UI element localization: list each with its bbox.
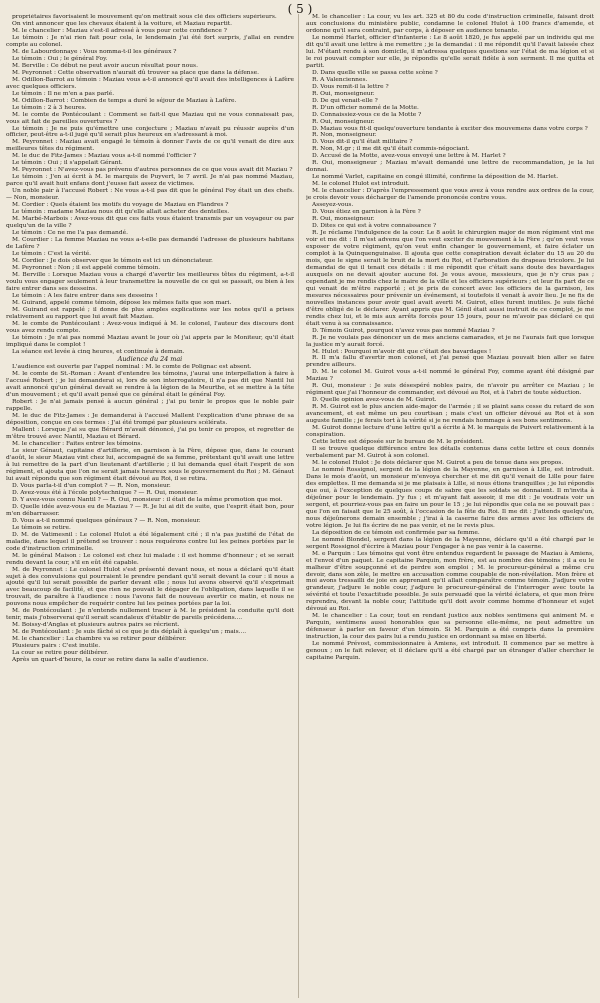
paragraph: Le témoin se retire. [12,524,71,531]
paragraph: propriétaires favorisaient le mouvement qu'on mettrait sous clé des officiers supérieurs. [12,14,277,20]
paragraph: Cette lettre est déposée sur le bureau de M. le président. [312,439,484,446]
paragraph: Asseyez-vous. [312,202,354,209]
paragraph: D. M. le colonel M. Guirot vous a-t-il nommé le général Foy, comme ayant été désigné par Maziau ? [306,369,594,383]
paragraph: M. le chancelier : La cour, vu les art. 325 et 80 du code d'instruction criminelle, faisant droit aux conclusions du ministère public, condamne le colonel Hulot à 100 francs d'amende, et ordonne qu'il sera contraint, par corps, à déposer en audience tenante. [306,14,594,34]
paragraph: Le témoin : 2 à 3 heures. [12,104,87,111]
paragraph: D. Dites ce qui est à votre connaissance ? [312,223,437,230]
paragraph: M. Guirand, appelé comme témoin, dépose les mêmes faits que son mari. [12,299,232,306]
paragraph: R. Oui, monseigneur ; Maziau m'avait demandé une lettre de recommandation, je la lui donnai. [306,160,594,174]
paragraph: M. le duc de Fitz-James : Je demanderai à l'accusé Mallent l'explication d'une phrase de sa déposition, conçue en ces termes : J'ai été trompé par plusieurs scélérats. [6,413,294,427]
paragraph: D. Vous a-t-il nommé quelques généraux ? — R. Non, monsieur. [12,517,201,524]
paragraph: M. le chancelier : Maziau s'est-il adressé à vous pour cette confidence ? [12,27,227,34]
paragraph: D. Connaissiez-vous ce de la Motte ? [312,111,422,118]
paragraph: Le témoin : Oui ; il s'appelait Gérant. [12,160,123,167]
paragraph: Le nommé Harlet, officier d'infanterie : Le 8 août 1820, je fus appelé par un individu qui me dit qu'il avait une lettre à me remettre ; je la demandai : il me répondit qu'il l'avait laissée chez lui. M'étant rendu à son domicile, il m'adressa quelques questions sur l'état de ma légion et si le roi pouvait compter sur elle, je répondis qu'elle serait fidèle à son serment. Il me quitta et partit. [306,34,594,69]
paragraph: Le témoin : J'en ai écrit à M. le marquis de Puyvert, le 7 avril. Je n'ai pas nommé Maziau, parce qu'il avait huit enfans dont j'eusse fait assez de victimes. [6,174,294,188]
paragraph: Le témoin : Il ne m'en a pas parlé. [12,90,115,97]
paragraph: M. Marbé-Marbois : Avez-vous dit que ces faits vous étaient transmis par un voyageur ou par quelqu'un de la ville ? [6,216,294,230]
paragraph: R. Oui, monseigneur. [312,216,375,223]
paragraph: M. Odillon-Barrot au témoin : Maziau vous a-t-il annoncé qu'il avait des intelligences à Lafère avec quelques officiers. [6,76,294,90]
paragraph: Un noble pair à l'accusé Robert : Ne vous a-t-il pas dit que le général Foy était un des chefs. — Non, monsieur. [6,188,294,202]
paragraph: D. Quelle opinion avez-vous de M. Guirot. [312,397,437,404]
column-divider [298,14,299,998]
paragraph: M. Peyronnet : Non ; il est appelé comme témoin. [12,264,161,271]
paragraph: M. le chancelier : La cour, tout en rendant justice aux nobles sentimens qui animent M. e Parquin, sentimens aussi honorables que sa personne elle-même, ne peut admettre un défenseur à parler en faveur d'un témoin. Si M. Parquin a été compris dans la première instruction, la cour des pairs lui a rendu justice en ordonnant sa mise en liberté. [306,613,594,641]
paragraph: Le témoin : A les faire entrer dans ses desseins ! [12,292,158,299]
paragraph: D. Dans quelle ville se passa cette scène ? [312,69,438,76]
paragraph: Le témoin : Je n'ai pas nommé Maziau avant le jour où j'ai appris par le Moniteur, qu'il était impliqué dans le complot ! [6,334,294,348]
paragraph: R. Je ne voulais pas dénoncer un de mes anciens camarades, et je ne l'aurais fait que lorsque la justice m'y aurait forcé. [306,334,594,348]
paragraph: R. Non, M.gr ; il me dit qu'il était commis-négociant. [312,146,470,153]
paragraph: M. le colonel Hulot : Je dois déclarer que M. Guirot a peu de tenue dans ses propos. [312,460,564,466]
paragraph: Le témoin : madame Maziau nous dit qu'elle allait acheter des dentelles. [12,209,230,216]
paragraph: M. Boissy-d'Anglas et plusieurs autres pairs se récrient. [12,622,180,629]
paragraph: D. Accusé de la Motte, avez-vous envoyé une lettre à M. Harlet ? [312,153,506,160]
paragraph: M. e Parquin : Les témoins qui vont être entendus regardent le passage de Maziau à Amiens, et l'envoi d'un paquet. Le capitaine Parquin, mon frère, est au nombre des témoins ; il a eu le malheur d'être soupçonné et de perdre son emploi ; M. le procureur-général a même cru devoir, dans son zèle, le mettre en accusation comme coupable de non-révélation. Mon frère et moi avons tressailli de joie en apprenant qu'il allait comparaître comme témoin. J'adjure votre grandeur, j'adjure le noble cour, j'adjure le procureur-général de l'interroger avec toute la sévérité et toute l'exactitude possible. Je suis persuadé que la vérité éclatera, et que mon frère reprendra, devant la noble cour, l'attitude qu'il doit avoir comme homme d'honneur et sujet dévoué au Roi. [306,550,594,613]
paragraph: M. Guirot donne lecture d'une lettre qu'il a écrite à M. le marquis de Puivert relativement à la conspiration. [306,425,594,439]
paragraph: R. Je réclame l'indulgence de la cour. Le 8 août le chirurgien major de mon régiment vint me voir et me dit : Il m'est advenu que l'on veut exciter du mouvement à la Fère ; qu'on veut vous exposer de votre régiment, qu'on veut enfin changer le gouvernement, et faire éclater un complot à la Quinquenguinaise. Il ajouta que cette conspiration devait éclater du 15 au 20 du mois, que le signe serait le bruit de la mort du Roi, et l'arboration du drapeau tricolore. Je lui demandai de qui il tenait ces détails : il me répondit que c'était sans doute des bavardages auxquels on ne devait ajouter aucune foi. Je vous avoue, messieurs, que je n'y crus pas ; cependant je me rendis chez le maire de la ville et les officiers supérieurs ; et leur fis part de ce qui venait de m'être rapporté ; et je pris de concert avec les officiers de la garnison, les mesures nécessaires pour prévenir un événement, si toutefois il venait à avoir lieu. Je ne fis de nouvelles instances pour avoir quel avait averti M. Guirot, elles furent inutiles. Je suis fâché d'être obligé de le déclarer. Ayant appris que M. Génil était aussi instruit de ce complot, je me rendis chez lui, et le mis aux arrêts forcés pour 15 jours, pour ne m'avoir pas déclaré ce qui était venu à sa connaissance. [306,230,594,327]
paragraph: D. Vous remit-il la lettre ? [312,83,389,90]
paragraph: Le témoin : C'est la vérité. [12,250,92,257]
paragraph: D. Avez-vous été à l'école polytechnique ? — R. Oui, monsieur. [12,489,198,496]
paragraph: R. Oui, monseigneur. [312,118,375,125]
paragraph: M. Hulot : Pourquoi m'avoir dit que c'était des bavardages ! [312,348,492,355]
paragraph: D. Y avez-vous connu Nantil ? — R. Oui, monsieur : il était de la même promotion que moi. [12,496,283,503]
section-heading: Audience du 24 mai [117,355,183,364]
paragraph: R. Oui, monsieur : Je suis désespéré nobles pairs, de n'avoir pu arrêter ce Maziau ; le régiment que j'ai l'honneur de commander, est dévoué au Roi, et à l'abri de toute séduction. [306,383,594,397]
paragraph: M. de Labourdonnaye : Vous nomma-t-il les généraux ? [12,48,177,55]
paragraph: R. Oui, monseigneur. [312,90,375,97]
paragraph: Le témoin : Je n'ai rien fait pour cela, le lendemain j'ai été fort surpris, j'allai en rendre compte au colonel. [6,34,294,48]
paragraph: Le témoin : Oui ; le général Foy. [12,55,108,62]
paragraph: M. Guirand est rappelé ; il donne de plus amples explications sur les notes qu'il a prises relativement au rapport que lui avait fait Maziau. [6,306,294,320]
paragraph: M. le chancelier : La chambre va se retirer pour délibérer. [12,636,187,643]
paragraph: R. Non, monseigneur. [312,132,377,139]
left-column [6,14,294,998]
paragraph: M. Cordier : Quels étaient les motifs du voyage de Maziau en Flandres ? [12,202,229,209]
paragraph: L'audience est ouverte par l'appel nominal : M. le comte de Polignac est absent. [12,364,252,371]
paragraph: D. Témoin Guirot, pourquoi n'avez vous pas nommé Maziau ? [312,327,495,334]
paragraph: D. Vous étiez en garnison à la Fère ? [312,209,421,216]
paragraph: Le nommé Blondel, sergent dans la légion de la Mayenne, déclare qu'il a été chargé par le sergent Rossignol d'écrire à Maziau pour l'engager à ne pas venir à la caserne. [306,536,594,550]
paragraph: M. de Pontécoulant : Je n'entends nullement tracer à M. le président la conduite qu'il doit tenir, mais j'observerai qu'il serait scandaleux d'établir de pareils précédens.... [6,608,294,622]
paragraph: M. le colonel Hulot est introduit. [312,181,410,188]
paragraph: Il se trouve quelque différence entre les détails contenus dans cette lettre et ceux donnés verbalement par M. Guirot à son colonel. [306,446,594,460]
paragraph: Le sieur Génaut, capitaine d'artillerie, en garnison à la Fère, dépose que, dans le courant d'août, le sieur Maziau vint chez lui, accompagné de sa femme, prétextant qu'il avait une lettre à lui remettre de la part d'un lieutenant d'artillerie ; il lui demanda quel était l'esprit de son régiment, et ajouta que l'on ne serait jamais heureux sous le gouvernement du Roi ; M. Génaut lui avait répondu que son régiment était dévoué au Roi, il se retira. [6,448,294,482]
paragraph: Après un quart-d'heure, la cour se retire dans la salle d'audience. [12,657,209,664]
paragraph: Mallent : Lorsque j'ai su que Bérard m'avait dénoncé, j'ai pu tenir ce propos, et regretter de m'être trouvé avec Nantil, Maziau et Bérard. [6,427,294,441]
paragraph: M. le duc de Fitz-James : Maziau vous a-t-il nommé l'officier ? [12,153,197,160]
paragraph: Le témoin : Je ne puis qu'émettre une conjecture ; Maziau n'avait pu réussir auprès d'un officier, peut-être a-t-il jugé qu'il serait plus heureux en s'adressant à moi. [6,125,294,139]
paragraph: M. le général Maison : Le colonel est chez lui malade : il est homme d'honneur ; et se serait rendu devant la cour, s'il en eût été capable. [6,552,294,566]
paragraph: Le nommé Rossignol, sergent de la légion de la Mayenne, en garnison à Lille, est introduit. Dans le mois d'août, un monsieur m'envoya chercher et me dit qu'il venait de Lille pour faire des emplettes. Il me demanda si je me plaisais à Lille, si nous étions tranquilles ; je lui répondis que oui, à l'exception de quelques coups de sabre que les soldats se donnaient. Il m'invita à déjeûner pour le lendemain. J'y fus ; et m'ayant fait asseoir, il me dit : Je voudrais voir un sergent, et pourriez-vous pas en faire un pour le 15 ; je lui répondis que cela ne se pouvait pas : que l'on en faisait que le 25 août, à l'occasion de la fête du Roi. Il me dit : J'attends quelqu'un, nous déjeûnerons demain ensemble ; j'irai à la caserne faire des armes avec les officiers de votre légion. Je lui fis écrire de ne pas venir, et ne le revis plus. [306,466,594,529]
paragraph: M. Peyronnet : Cette observation n'aurait dû trouver sa place que dans la défense. [12,69,259,76]
paragraph: M. le comte de Pontécoulant : Avez-vous indiqué à M. le colonel, l'auteur des discours dont vous avez rendu compte. [6,320,294,334]
paragraph: M. le chancelier : Faites entrer les témoins. [12,441,143,448]
paragraph: M. Courdier : La femme Maziau ne vous a-t-elle pas demandé l'adresse de plusieurs habitans de Lafère ? [6,237,294,250]
paragraph: M. Cordier : Je dois observer que le témoin est ici un dénonciateur. [12,257,213,264]
paragraph: M. de Peyronnet : Le colonel Hulot s'est présenté devant nous, et nous a déclaré qu'il était sujet à des convulsions qui pourraient le prendre pendant qu'il serait devant la cour : il nous a ajouté qu'il lui serait possible de parler devant elle ; nous lui avons observé qu'il s'exprimait avec beaucoup de facilité, et que rien ne pouvait le dégager de l'obligation, dans laquelle il se trouvait, de paraître à l'audience : nous l'avons fait de nouveau avertir ce matin, et nous ne pouvons nous empêcher de requérir contre lui les peines portées par la loi. [6,566,294,608]
paragraph: Le témoin : Ce ne me l'a pas demandé. [12,230,128,237]
paragraph: D. De qui venait-elle ? [312,97,378,104]
paragraph: M. le chancelier : D'après l'empressement que vous avez à vous rendre aux ordres de la cour, je crois devoir vous décharger de l'amende prononcée contre vous. [306,188,594,202]
paragraph: R. A Valenciennes. [312,76,368,83]
paragraph: D. M. de Vatimesnil : Le colonel Hulot a été légalement cité ; il n'a pas justifié de l'état de maladie, dans lequel il prétend se trouver : nous requérons contre lui les peines portées par le code d'instruction criminelle. [6,531,294,552]
paragraph: La séance est levée à cinq heures, et continuée à demain. [12,348,185,355]
paragraph: M. le comte de St.-Roman : Avant d'entendre les témoins, j'aurai une interpellation à faire à l'accusé Robert ; je lui demanderai si, lors de son interrogatoire, il n'a pas dit que Nantil lui avait annoncé qu'un général devait se rendre à la légion de la Meurthe, et se mettre à la tête d'un mouvement ; et qu'il avait pensé que ce général était le général Foy. [6,371,294,399]
paragraph: M. Peyronnet : N'avez-vous pas prévenu d'autres personnes de ce que vous avait dit Maziau ? [12,167,293,174]
paragraph: M. Odillon-Barrot : Combien de temps a duré le séjour de Maziau à Lafère. [12,97,237,104]
right-column [306,14,594,998]
paragraph: La cour se retire pour délibérer. [12,650,109,657]
paragraph: On vint annoncer que les chevaux étaient à la voiture, et Maziau repartit. [12,20,232,27]
paragraph: M. Berville : Lorsque Maziau vous a chargé d'avertir les meilleures têtes du régiment, a-t-il voulu vous engager seulement à leur transmettre la nouvelle de ce qui se passait, ou bien à les faire entrer dans ses desseins. [6,271,294,292]
paragraph: La déposition de ce témoin est confirmée par sa femme. [312,529,480,536]
paragraph: R. Il m'a fallu d'avertir mon colonel, et j'ai pensé que Maziau pouvait bien aller se faire prendre ailleurs. [306,355,594,369]
paragraph: M. de Pontécoulant : Je suis fâché si ce que je dis déplaît à quelqu'un ; mais.... [12,629,247,636]
paragraph: D. Vous dit-il qu'il était militaire ? [312,139,413,146]
paragraph: R. M. Guirot est le plus ancien aide-major de l'armée ; il se plaint sans cesse du retard de son avancement, et est même un peu courtisan ; mais c'est un officier dévoué au Roi et à son auguste famille ; je ferais tort à la vérité si je ne rendais hommage à ses bons sentimens. [306,404,594,425]
paragraph: M. Berville : Ce début ne peut avoir aucun résultat pour nous. [12,62,198,69]
paragraph: Robert : Je n'ai jamais pensé à aucun général ; j'ai pu tenir le propos que le noble pair rappelle. [6,399,294,413]
paragraph: Le nommé Varlet, capitaine en congé illimité, confirme la déposition de M. Harlet. [312,174,559,181]
page-number: ( 5 ) [287,2,313,16]
paragraph: M. Peyronnet : Maziau avait engagé le témoin à donner l'avis de ce qu'il venait de dire aux meilleures têtes du régiment. [6,139,294,153]
paragraph: D. Maziau vous fit-il quelqu'ouverture tendante à exciter des mouvemens dans votre corps ? [312,125,588,132]
paragraph: D. Quelle idée avez-vous eu de Maziau ? — R. Je lui ai dit de suite, que l'esprit était bon, pour m'en débarrasser. [6,503,294,517]
paragraph: M. le comte de Pontécoulant : Comment se fait-il que Maziau qui ne vous connaissait pas, vous ait fait de pareilles ouvertures ? [6,111,294,125]
paragraph: Le nommé Prévost, commissionnaire à Amiens, est introduit. Il commence par se mettre à genoux ; on le fait relever, et il déclare qu'il a été chargé par un étranger d'aller chercher le capitaine Parquin. [306,641,594,662]
paragraph: D. Vous parla-t-il d'un complot ? — R. Non, monsieur. [12,482,171,489]
paragraph: R. D'un officier nommé de la Motte. [312,104,419,111]
paragraph: Plusieurs pairs : C'est inutile. [12,643,101,650]
